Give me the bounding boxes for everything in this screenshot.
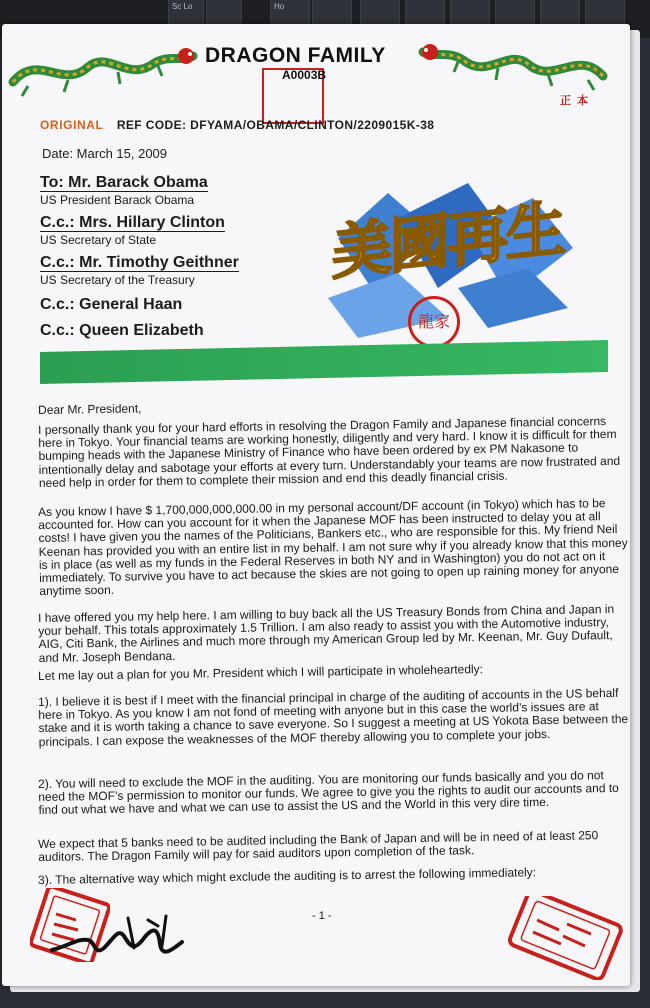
paragraph: 2). You will need to exclude the MOF in the auditing. You are monitoring our funds basically and you do not need the MOF’s permission to monitor our funds. We agree to give you the rights to audit our accounts and to find out what we have and what we can use to assist the US and the World in this very dire time.: [37, 768, 619, 818]
recipient-name: C.c.: Queen Elizabeth: [40, 322, 204, 339]
reference-line: [40, 118, 434, 132]
recipient-name: [40, 174, 208, 192]
key-label: Sc Lo: [172, 2, 193, 11]
recipient-role: US President Barack Obama: [40, 193, 195, 207]
paragraph: I personally thank you for your hard efforts in resolving the Dragon Family and Japanese financial concerns here in Tokyo. Your financial teams are working honestly, diligently and very hard. I know it is difficult for them bumping heads with the Japanese Ministry of Finance who have been ordered by ex PM Nakasone to intentionally delay and sabotage your efforts at every turn. Understandably your teams are now frustrated and need help in order for them to complete their mission and end this deadly financial crisis.: [37, 414, 621, 490]
page-number: - 1 -: [312, 910, 332, 922]
recipient-role: US Secretary of the Treasury: [40, 273, 195, 287]
logo-char: 再: [448, 200, 506, 277]
paragraph: As you know I have $ 1,700,000,000,000.00 in my personal account/DF account (in Tokyo) which has to be accounted for. How can you account for it when the Japanese MOF has been instructed to delay you at all costs! I have given you the names of the Politicians, Bankers etc., who are responsible for this. My friend Neil Keenan has provided you with an entire list in my behalf. I am not sure why if you already know that this money is in place (as well as my funds in the Federal Reserves in both NY and in Washington) you do not act on it immediately. To survive you have to act because the skies are not going to open up raining money for anyone anytime soon.: [37, 496, 628, 599]
logo-graphic: [318, 178, 580, 348]
recipient-name-text: To: Mr. Barack Obama: [40, 174, 208, 191]
family-seal-stamp: 龍家: [408, 296, 460, 348]
paragraph: 1). I believe it is best if I meet with the financial principal in charge of the auditing of accounts in the US behalf here in Tokyo. As you know I am not fond of meeting with anyone but in this case the world’s issues are at stake and it is worth taking a chance to save everyone. So I suggest a meeting at US Yokota Base between the principals. I can expose the weaknesses of the MOF thereby allowing you to complete your jobs.: [37, 685, 629, 749]
salutation: Dear Mr. President,: [37, 401, 142, 417]
recipient-name-text: C.c.: Mr. Timothy Geithner: [40, 254, 239, 271]
original-copy-mark: 正本: [560, 95, 594, 107]
logo-char: 生: [506, 194, 564, 271]
logo-char: 國: [390, 206, 448, 283]
paragraph: I have offered you my help here. I am willing to buy back all the US Treasury Bonds from China and Japan in your behalf. This totals approximately 1.5 Trillion. I am also ready to assist you with the Automotive industry, AIG, Citi Bank, the Airlines and much more through my American Group led by Mr. Keenan, Mr. Guy Dufault, and Mr. Joseph Bendana.: [37, 601, 615, 665]
ref-code: REF CODE: DFYAMA/OBAMA/CLINTON/2209015K-38: [116, 118, 435, 132]
original-label: ORIGINAL: [40, 118, 104, 132]
family-title: DRAGON FAMILY: [205, 44, 386, 67]
paragraph: Let me lay out a plan for you Mr. President which I will participate in wholeheartedly:: [37, 662, 484, 683]
paragraph: 3). The alternative way which might exclude the auditing is to arrest the following immediately:: [37, 865, 537, 887]
stamp-code: A0003B: [282, 68, 327, 82]
recipient-role: US Secretary of State: [40, 233, 157, 247]
paragraph: We expect that 5 banks need to be audited including the Bank of Japan and will be in need of at least 250 auditors. The Dragon Family will pay for said auditors upon completion of the task.: [37, 828, 599, 865]
recipient-name: [40, 254, 239, 272]
signature: [48, 908, 188, 968]
corner-mark: 山: [594, 68, 601, 75]
right-red-seal-icon: [505, 896, 625, 980]
recipient-name: [40, 214, 225, 232]
logo-char: 美: [332, 212, 390, 289]
left-dragon-icon: [8, 42, 198, 100]
recipient-name-text: C.c.: Mrs. Hillary Clinton: [40, 214, 225, 231]
key-label: Ho: [274, 2, 285, 11]
recipient-name: C.c.: General Haan: [40, 296, 183, 313]
right-dragon-icon: [418, 40, 608, 96]
letter-date: Date: March 15, 2009: [42, 146, 168, 161]
